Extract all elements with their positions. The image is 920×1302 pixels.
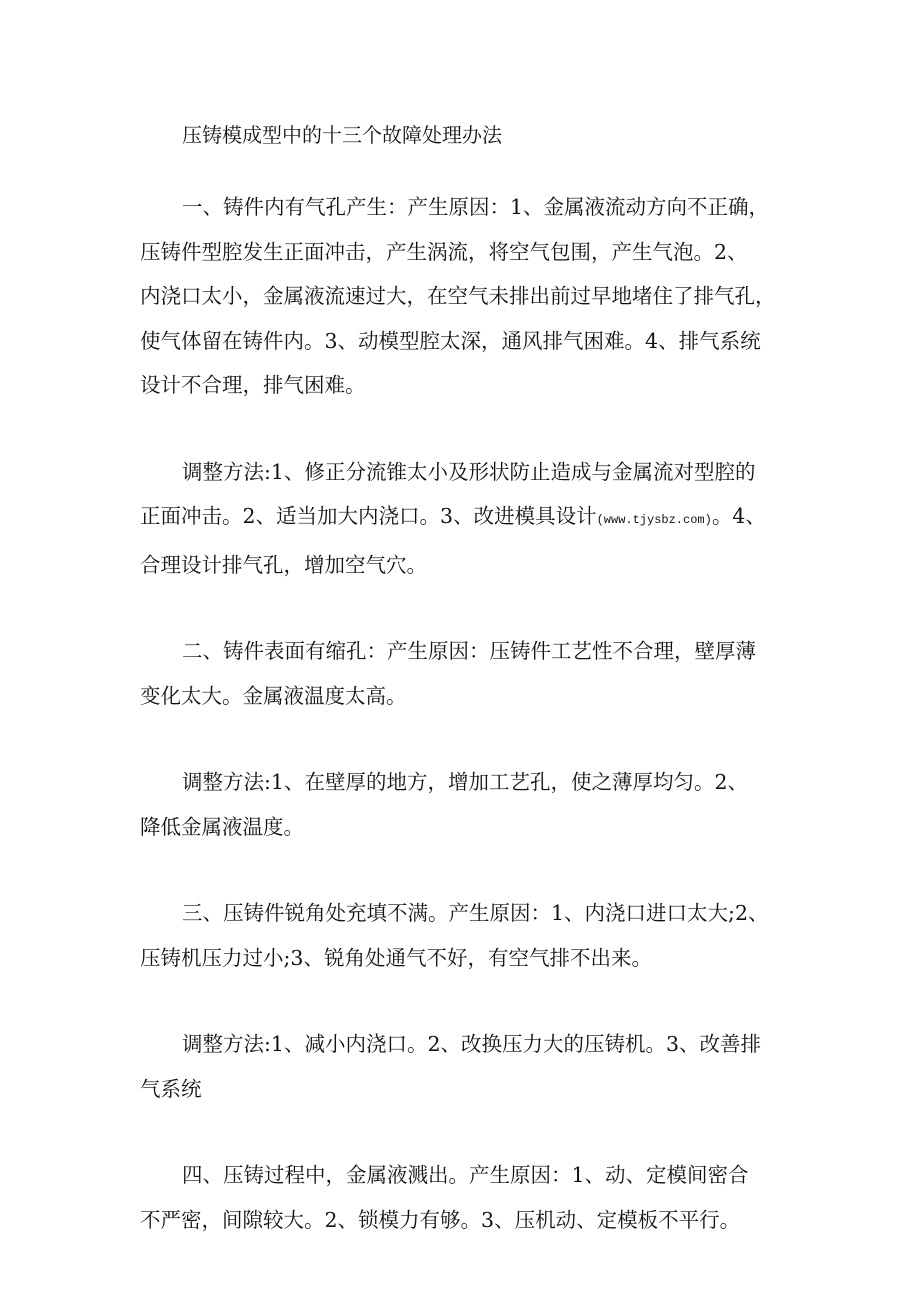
text-line: [140, 494, 820, 543]
text-line: [140, 760, 820, 805]
line-text: 合理设计排气孔，增加空气穴。: [140, 552, 427, 577]
line-text: 压铸件型腔发生正面冲击，产生涡流，将空气包围，产生气泡。2、: [140, 239, 748, 264]
text-line: [140, 319, 820, 364]
line-text: 压铸机压力过小;3、锐角处通气不好，有空气排不出来。: [140, 945, 652, 970]
line-text: 使气体留在铸件内。3、动模型腔太深，通风排气困难。4、排气系统: [140, 328, 761, 353]
paragraph: [140, 891, 820, 980]
text-line: [140, 230, 820, 275]
line-text: 。4、: [711, 504, 766, 528]
paragraph: [140, 760, 820, 849]
text-line: [140, 891, 820, 936]
website-url: (www.tjysbz.com): [596, 513, 712, 527]
document-title: 压铸模成型中的十三个故障处理办法: [182, 123, 502, 147]
text-line: [140, 185, 820, 230]
text-line: [140, 1198, 820, 1243]
line-text: 气系统: [140, 1076, 202, 1101]
paragraph: [140, 1153, 820, 1242]
text-line: [140, 936, 820, 981]
line-text: 调整方法:1、修正分流锥太小及形状防止造成与金属流对型腔的: [182, 459, 756, 484]
line-text: 降低金属液温度。: [140, 814, 304, 839]
document-page: [140, 113, 820, 1284]
line-text: 一、铸件内有气孔产生：产生原因：1、金属液流动方向不正确，: [182, 195, 770, 219]
line-text: 变化太大。金属液温度太高。: [140, 683, 407, 708]
text-line: [140, 674, 820, 719]
paragraph: [140, 1022, 820, 1111]
text-line: [140, 1067, 820, 1112]
document-body: [140, 185, 820, 1242]
line-text: 三、压铸件锐角处充填不满。产生原因：1、内浇口进口太大;2、: [182, 901, 769, 925]
line-text: 不严密，间隙较大。2、锁模力有够。3、压机动、定模板不平行。: [140, 1207, 741, 1232]
text-line: [140, 450, 820, 495]
line-text: 调整方法:1、减小内浇口。2、改换压力大的压铸机。3、改善排: [182, 1032, 762, 1056]
text-line: [140, 805, 820, 850]
paragraph: [140, 629, 820, 718]
text-line: [140, 543, 820, 588]
line-text: 设计不合理，排气困难。: [140, 373, 366, 397]
line-text: 四、压铸过程中，金属液溅出。产生原因：1、动、定模间密合: [182, 1163, 749, 1187]
text-line: [140, 629, 820, 674]
paragraph: [140, 450, 820, 588]
line-text: 内浇口太小，金属液流速过大，在空气未排出前过早地堵住了排气孔，: [140, 284, 776, 308]
line-text: 二、铸件表面有缩孔：产生原因：压铸件工艺性不合理，壁厚薄: [182, 639, 756, 663]
text-line: [140, 363, 820, 408]
text-line: [140, 274, 820, 319]
text-line: [140, 1153, 820, 1198]
text-line: [140, 1022, 820, 1067]
paragraph: [140, 185, 820, 408]
line-text: 调整方法:1、在壁厚的地方，增加工艺孔，使之薄厚均匀。2、: [182, 770, 748, 794]
line-text: 正面冲击。2、适当加大内浇口。3、改进模具设计: [140, 504, 597, 528]
